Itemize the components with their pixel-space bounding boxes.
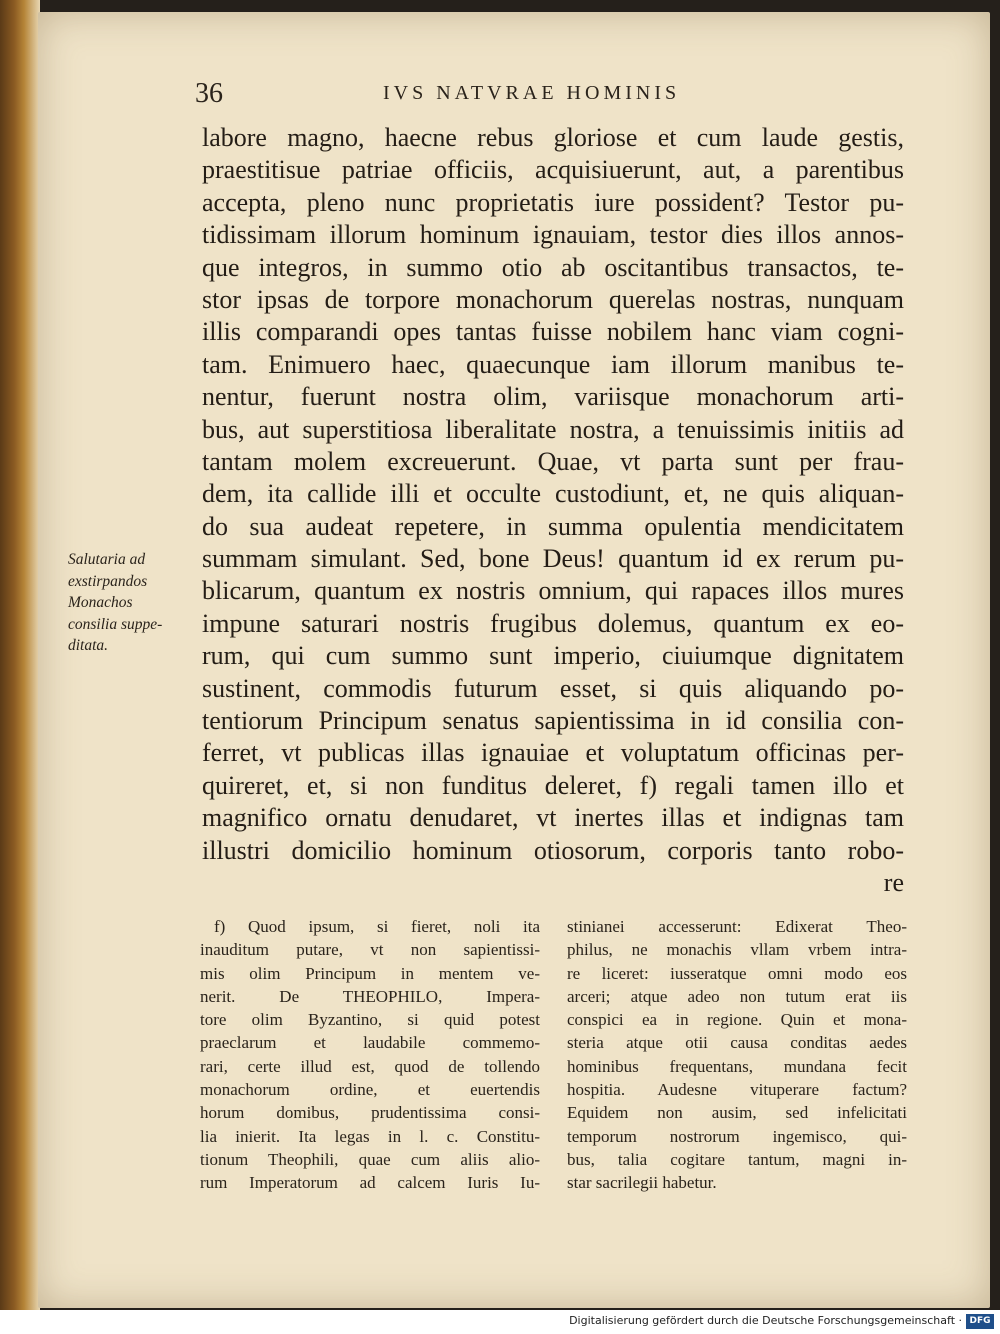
text-line: quireret, et, si non funditus deleret, f) regali tamen illo et [202,770,904,800]
footnote-left-column [200,915,540,1195]
digitization-footer [0,1310,1000,1334]
running-head [195,78,925,110]
footnote-right-column [567,915,907,1195]
footnote-line: temporum nostrorum ingemisco, qui- [567,1126,907,1146]
footnote-line: lia inierit. Ita legas in l. c. Constitu- [200,1126,540,1146]
footnote-line: rari, certe illud est, quod de tollendo [200,1056,540,1076]
text-line: praestitisue patriae officiis, acquisiuerunt, aut, a parentibus [202,155,904,185]
footnote-line: praeclarum et laudabile commemo- [200,1033,540,1053]
footnote-line: tore olim Byzantino, si quid potest [200,1010,540,1030]
footnote-line: philus, ne monachis vllam vrbem intra- [567,940,907,960]
text-line: summam simulant. Sed, bone Deus! quantum id ex rerum pu- [202,544,904,574]
text-line: accepta, pleno nunc proprietatis iure possident? Testor pu- [202,187,904,217]
text-line: blicarum, quantum ex nostris omnium, qui rapaces illos mures [202,576,904,606]
footnote-line: hospitia. Audesne vituperare factum? [567,1080,907,1100]
text-line: stor ipsas de torpore monachorum querelas nostras, nunquam [202,284,904,314]
marginal-note-line: ditata. [68,637,109,654]
footnote-line: mis olim Principum in mentem ve- [200,963,540,983]
funding-credit: Digitalisierung gefördert durch die Deutsche Forschungsgemeinschaft · [569,1314,962,1327]
text-line: tentiorum Principum senatus sapientissima in id consilia con- [202,706,904,736]
text-line: rum, qui cum summo sunt imperio, ciuiumque dignitatem [202,641,904,671]
text-line: illis comparandi opes tantas fuisse nobilem hanc viam cogni- [202,317,904,347]
footnote-line: re liceret: iusseratque omni modo eos [567,963,907,983]
text-line: nentur, fuerunt nostra olim, variisque monachorum arti- [202,382,904,412]
running-head-title: IVS NATVRAE HOMINIS [383,82,681,104]
marginal-note [68,549,198,657]
text-line: labore magno, haecne rebus gloriose et cum laude gestis, [202,123,904,152]
footnote-line: hominibus frequentans, mundana fecit [567,1056,907,1076]
text-line: tantam molem excreuerunt. Quae, vt parta sunt per frau- [202,446,904,476]
footnote-line: star sacrilegii habetur. [567,1173,717,1193]
footnote-line: nerit. De THEOPHILO, Impera- [200,986,540,1006]
footnote-line: stinianei accesserunt: Edixerat Theo- [567,917,907,936]
text-line: sustinent, commodis futurum esset, si quis aliquando po- [202,673,904,703]
footnote-line: tionum Theophili, quae cum aliis alio- [200,1149,540,1169]
footnote-line: bus, talia cogitare tantum, magni in- [567,1149,907,1169]
marginal-note-line: Monachos [68,594,133,611]
footnote-line: inauditum putare, vt non sapientissi- [200,940,540,960]
footnote-line: rum Imperatorum ad calcem Iuris Iu- [200,1173,540,1193]
text-line: ferret, vt publicas illas ignauiae et voluptatum officinas per- [202,738,904,768]
catchword: re [883,867,904,897]
main-text [202,122,904,899]
book-spine [0,0,40,1310]
page-number: 36 [195,78,223,109]
text-line: dem, ita callide illi et occulte custodiunt, et, ne quis aliquan- [202,479,904,509]
text-line: impune saturari nostris frugibus dolemus, quantum ex eo- [202,608,904,638]
text-line: bus, aut superstitiosa liberalitate nostra, a tenuissimis initiis ad [202,414,904,444]
text-line: tidissimam illorum hominum ignauiam, testor dies illos annos- [202,220,904,250]
footnote-line: arceri; atque adeo non tutum erat iis [567,986,907,1006]
marginal-note-line: Salutaria ad [68,551,146,568]
footnote-line: f) Quod ipsum, si fieret, noli ita [214,917,540,936]
dfg-logo-icon: DFG [966,1314,994,1329]
text-line: illustri domicilio hominum otiosorum, corporis tanto robo- [202,835,904,865]
footnote-line: monachorum ordine, et euertendis [200,1080,540,1100]
text-line: magnifico ornatu denudaret, vt inertes illas et indignas tam [202,803,904,833]
text-line: que integros, in summo otio ab oscitantibus transactos, te- [202,252,904,282]
footnote-line: conspici ea in regione. Quin et mona- [567,1010,907,1030]
marginal-note-line: consilia suppe- [68,615,163,633]
text-line: do sua audeat repetere, in summa opulentia mendicitatem [202,511,904,541]
footnote-line: Equidem non ausim, sed infelicitati [567,1103,907,1123]
footnote-line: steria atque otii causa conditas aedes [567,1033,907,1053]
text-line: tam. Enimuero haec, quaecunque iam illorum manibus te- [202,349,904,379]
footnote-line: horum domibus, prudentissima consi- [200,1103,540,1123]
marginal-note-line: exstirpandos [68,572,148,590]
